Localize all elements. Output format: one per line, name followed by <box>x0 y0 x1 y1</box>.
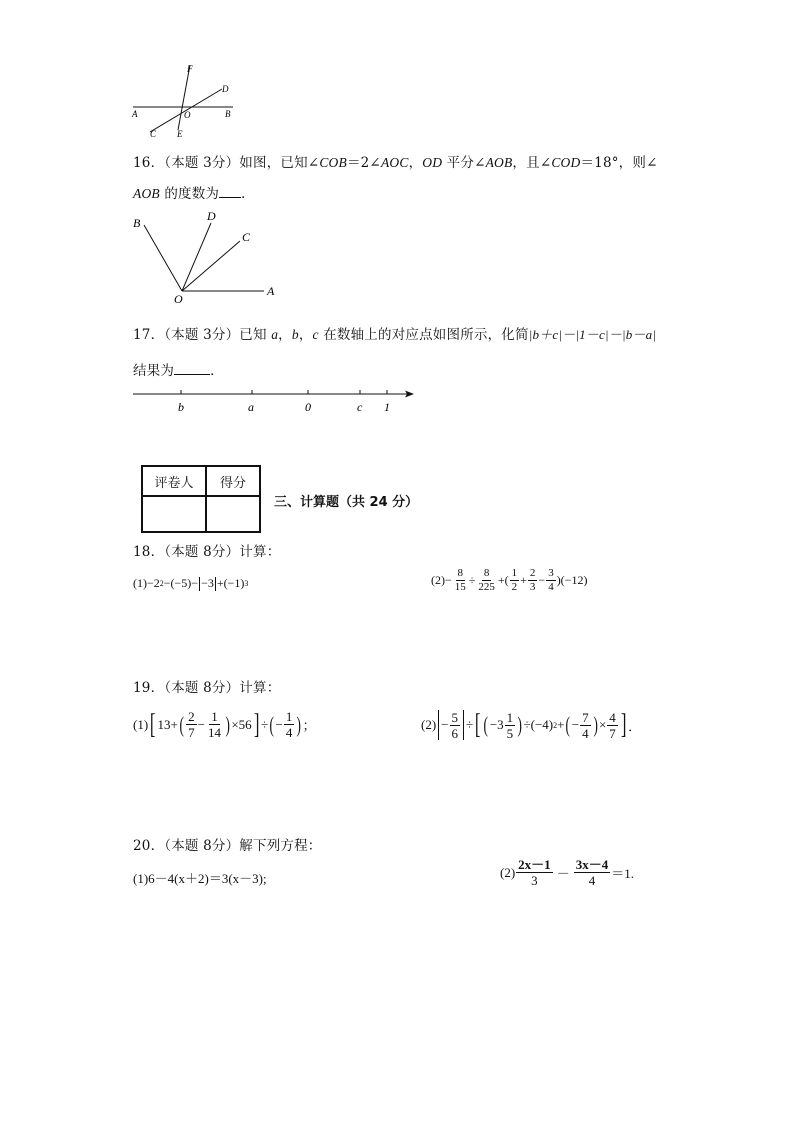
q16-aoc: AOC <box>380 155 409 170</box>
denominator: 3 <box>529 581 536 593</box>
q18-part2 <box>431 568 587 593</box>
fraction <box>206 710 223 739</box>
score-cell <box>206 496 260 532</box>
math-text: −(−5)− <box>163 576 199 590</box>
number-line <box>130 384 420 420</box>
numerator: 2x－1 <box>518 857 551 872</box>
grader-cell <box>142 496 206 532</box>
label-o: O <box>174 292 183 305</box>
ray-oc <box>182 241 240 291</box>
denominator: 7 <box>609 725 616 741</box>
math-text: + <box>557 717 565 732</box>
math-text: − <box>275 716 283 732</box>
paren: ( <box>269 711 275 737</box>
math-text: ； <box>302 718 316 733</box>
math-text: × <box>598 717 607 732</box>
math-text: +(−1) <box>216 576 245 590</box>
math-text: ÷ <box>466 717 474 732</box>
numerator: 3x－4 <box>575 857 609 872</box>
label-b: B <box>133 216 141 230</box>
label-c: c <box>357 400 363 414</box>
denominator: 4 <box>582 725 589 741</box>
grader-header: 评卷人 <box>142 466 206 496</box>
label-b: b <box>178 400 184 414</box>
q16-text: ，且∠ <box>512 155 552 171</box>
q16-aob: AOB <box>485 155 513 170</box>
q17-text: ． <box>210 363 224 379</box>
fraction <box>453 568 468 593</box>
q17-text: 在数轴上的对应点如图所示，化简 <box>318 327 529 343</box>
math-text: − <box>571 717 580 732</box>
q19-part2 <box>421 710 641 740</box>
math-text: − <box>538 573 546 587</box>
numerator: 2 <box>529 567 536 579</box>
paren: ) <box>296 711 302 737</box>
bracket: ] <box>620 709 627 740</box>
numerator: 1 <box>506 709 514 725</box>
question-16-line2 <box>133 182 255 202</box>
math-text: ． <box>628 718 642 734</box>
question-17-line2 <box>133 359 224 379</box>
label-a: A <box>267 284 275 298</box>
q16-od: OD <box>422 155 443 170</box>
question-19-title: 19．（本题 8分）计算： <box>133 680 281 696</box>
abs-bar <box>463 710 464 740</box>
denominator: 7 <box>188 725 195 740</box>
answer-blank <box>174 374 210 375</box>
label-0: 0 <box>305 400 311 414</box>
question-16-line1 <box>133 151 658 171</box>
question-20-title: 20．（本题 8分）解下列方程： <box>133 838 322 854</box>
label-c: C <box>150 129 157 139</box>
q17-text: 结果为 <box>133 363 175 379</box>
q17-text: ， <box>278 327 292 343</box>
figure-q16 <box>128 205 288 305</box>
paren: ( <box>179 711 184 737</box>
fraction <box>574 858 611 887</box>
math-text: (1) <box>133 716 149 732</box>
math-text: −3 <box>489 717 504 732</box>
denominator: 4 <box>285 725 293 740</box>
section-title: 三、计算题（共 24 分） <box>274 495 419 510</box>
q17-text: ， <box>298 327 313 343</box>
numerator: 1 <box>511 567 518 579</box>
bracket: [ <box>475 709 481 740</box>
paren: ( <box>483 712 489 737</box>
math-text: + <box>520 573 527 587</box>
math-text: − <box>441 717 449 732</box>
label-e: E <box>177 129 183 139</box>
math-text: ×56 <box>231 716 252 732</box>
fraction <box>476 568 497 593</box>
q17-var-a: a <box>271 327 279 342</box>
fraction <box>510 568 520 593</box>
fraction <box>505 711 516 740</box>
math-text: (1)−2 <box>133 576 160 590</box>
label-d: D <box>222 84 229 94</box>
bracket: [ <box>150 708 156 740</box>
q20-part2 <box>500 858 634 887</box>
math-text: )(−12) <box>556 573 588 587</box>
numerator: 5 <box>451 709 459 725</box>
math-text: ÷(−4) <box>523 717 554 732</box>
line-fe <box>178 65 190 130</box>
denominator: 2 <box>511 581 518 593</box>
ray-ob <box>144 225 182 291</box>
q17-expression: |b＋c|－|1－c|－|b－a| <box>528 327 657 342</box>
numerator: 3 <box>548 567 554 579</box>
numerator: 8 <box>457 567 464 579</box>
q17-var-c: c <box>312 327 319 342</box>
numerator: 4 <box>609 709 616 725</box>
math-text: (2)− <box>431 573 452 587</box>
denominator: 6 <box>451 725 459 741</box>
label-a: A <box>132 109 138 119</box>
fraction <box>546 568 556 593</box>
fraction <box>580 711 591 740</box>
fraction <box>450 711 461 740</box>
q17-var-b: b <box>291 327 299 342</box>
q16-text: 平分∠ <box>442 155 486 171</box>
answer-blank <box>219 197 241 198</box>
q16-text: ． <box>241 186 255 202</box>
numerator: 1 <box>285 709 293 724</box>
denominator: 4 <box>548 581 554 593</box>
q18-part1 <box>133 576 248 591</box>
exponent: 2 <box>553 720 558 730</box>
denominator: 15 <box>454 581 466 593</box>
label-f: F <box>187 64 193 74</box>
q16-text: ＝18°，则∠ <box>580 155 658 171</box>
q16-aob: AOB <box>133 186 160 201</box>
label-o: O <box>184 110 191 120</box>
fraction <box>516 858 553 887</box>
q19-part1 <box>133 710 316 739</box>
label-b: B <box>225 109 231 119</box>
label-c: C <box>242 230 251 244</box>
figure-q15 <box>128 60 238 140</box>
q16-text: ＝2∠ <box>346 155 381 171</box>
math-text: ÷ <box>261 716 269 732</box>
math-text: (2) <box>500 864 516 880</box>
math-text: (2) <box>421 717 437 732</box>
label-a: a <box>248 400 254 414</box>
fraction <box>284 710 295 739</box>
q16-cod: COD <box>551 155 581 170</box>
q16-text: ， <box>408 155 423 171</box>
q16-text: 16．（本题 3分）如图，已知∠ <box>133 155 320 171</box>
abs-bar <box>215 577 216 591</box>
paren: ( <box>565 712 571 737</box>
abs-bar <box>438 710 439 740</box>
math-text: − <box>197 716 206 732</box>
fraction <box>528 568 538 593</box>
fraction <box>186 710 197 739</box>
numerator: 1 <box>211 709 218 724</box>
math-text: (1)6－4(x＋2)＝3(x－3); <box>133 871 267 886</box>
exponent: 3 <box>244 579 249 588</box>
score-table <box>141 465 261 533</box>
paren: ) <box>225 711 230 737</box>
fraction <box>607 711 618 740</box>
exponent: 2 <box>159 579 164 588</box>
math-text: +( <box>497 573 509 587</box>
label-d: D <box>207 209 216 223</box>
q17-text: 17．（本题 3分）已知 <box>133 327 272 343</box>
math-text: ÷ <box>468 573 476 587</box>
label-1: 1 <box>384 400 390 414</box>
ray-od <box>182 223 211 291</box>
math-text: 13+ <box>157 716 178 732</box>
denominator: 225 <box>478 581 495 593</box>
bracket: ] <box>253 708 260 740</box>
question-18-title: 18．（本题 8分）计算： <box>133 544 281 560</box>
math-text: ＝1. <box>611 866 634 881</box>
q16-text: 的度数为 <box>159 186 220 202</box>
numerator: 2 <box>188 709 195 724</box>
paren: ) <box>593 712 598 737</box>
q20-part1 <box>133 868 267 887</box>
numerator: 7 <box>582 709 589 725</box>
math-text: － <box>556 866 570 881</box>
math-text: −3 <box>201 576 214 590</box>
numerator: 8 <box>483 567 490 579</box>
abs-bar <box>199 577 200 591</box>
paren: ) <box>517 712 523 737</box>
denominator: 3 <box>531 873 538 888</box>
question-17-line1 <box>133 323 656 343</box>
denominator: 14 <box>208 725 222 740</box>
denominator: 5 <box>506 725 514 741</box>
q16-cob: COB <box>319 155 347 170</box>
score-header: 得分 <box>206 466 260 496</box>
denominator: 4 <box>588 873 596 888</box>
